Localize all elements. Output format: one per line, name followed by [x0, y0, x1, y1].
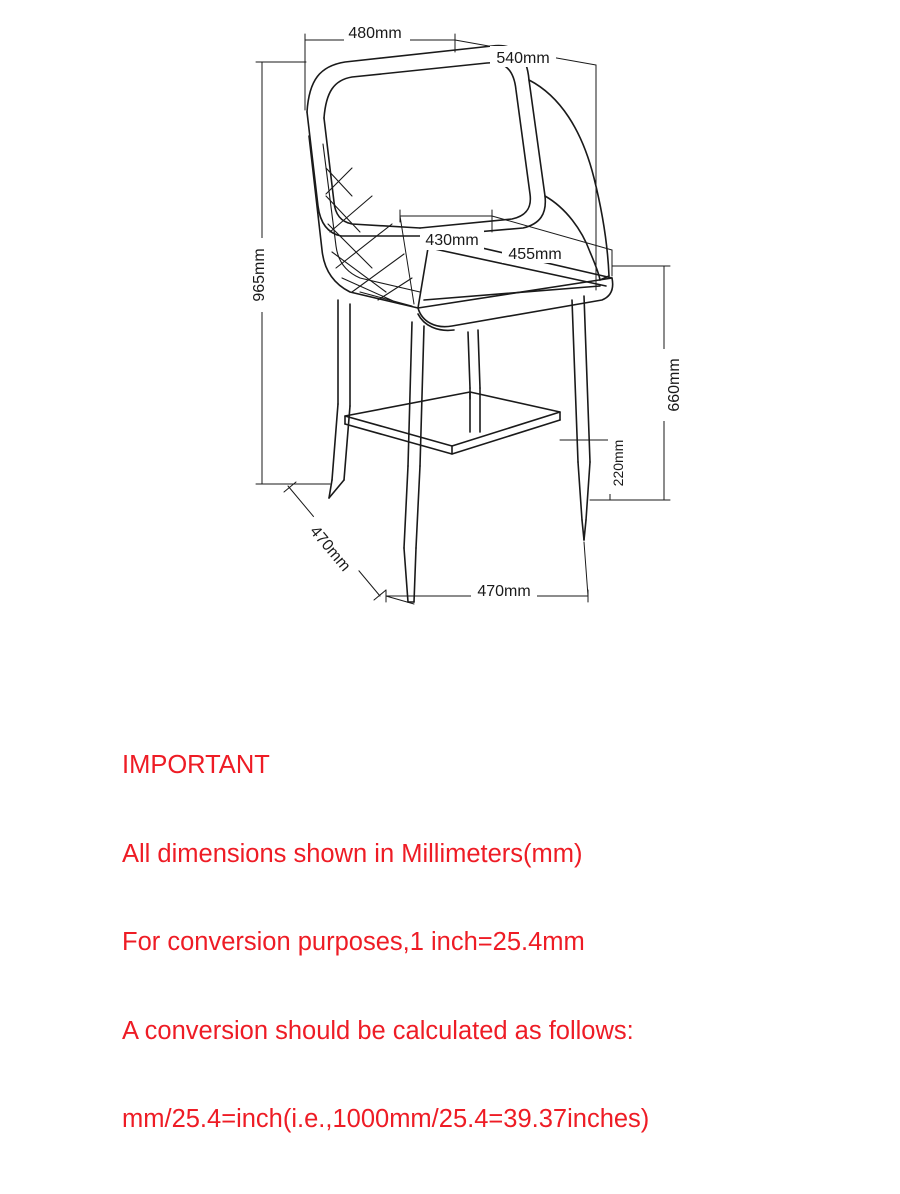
notes-line-2: For conversion purposes,1 inch=25.4mm [122, 928, 585, 956]
dimension-label-455mm: 455mm [508, 246, 562, 263]
quilted-side-panel [309, 136, 420, 308]
dimension-label-470mm-depth: 470mm [306, 523, 354, 575]
dimension-label-220mm: 220mm [610, 439, 626, 487]
chair-backrest-outline [307, 46, 545, 236]
backrest-inner-panel [324, 63, 530, 228]
notes-line-3: A conversion should be calculated as follows: [122, 1016, 634, 1045]
important-notes [122, 692, 862, 1194]
notes-heading: IMPORTANT [122, 751, 270, 779]
leg-rear-right [468, 330, 480, 432]
leg-rear-left [329, 300, 350, 498]
dimension-label-470mm-width: 470mm [477, 583, 531, 600]
notes-line-4: mm/25.4=inch(i.e.,1000mm/25.4=39.37inches) [122, 1105, 650, 1133]
footrest-frame [345, 392, 560, 454]
notes-line-1: All dimensions shown in Millimeters(mm) [122, 839, 583, 868]
dimension-label-430mm: 430mm [425, 232, 479, 249]
leg-front-right [572, 296, 590, 540]
dimension-label-965mm: 965mm [251, 248, 268, 302]
dimension-label-540mm-depth: 540mm [496, 50, 550, 67]
leg-front-left [404, 322, 424, 602]
dimension-label-480mm: 480mm [348, 25, 402, 42]
dimension-label-660mm: 660mm [666, 358, 683, 412]
